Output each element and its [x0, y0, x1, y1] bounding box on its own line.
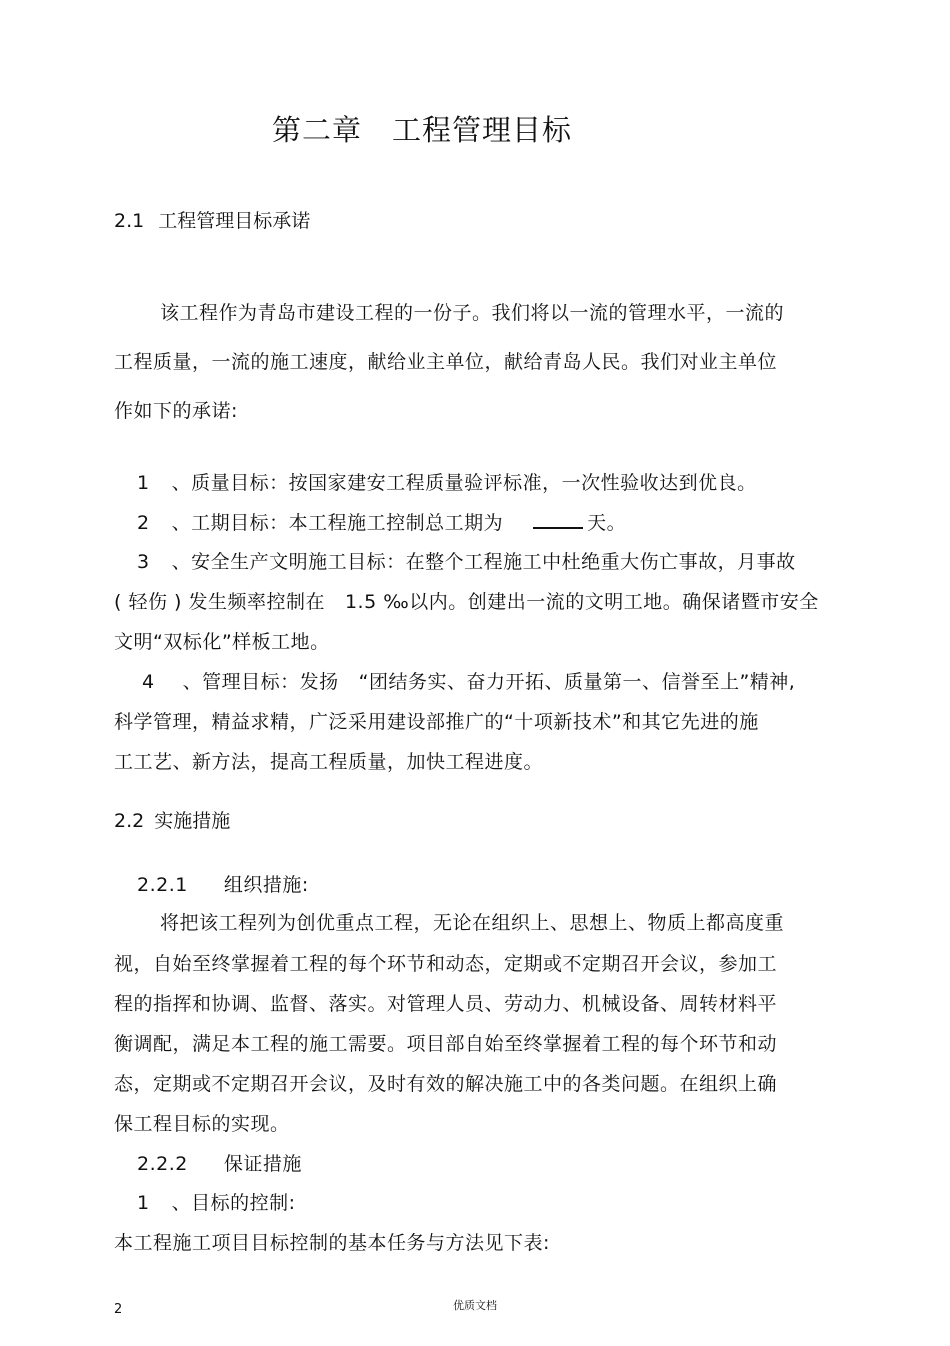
subsection-heading-2-2-2: 2.2.2 保证措施 — [137, 1153, 302, 1175]
guarantee-item-1: 1 、目标的控制: — [137, 1192, 296, 1214]
org-line: 将把该工程列为创优重点工程，无论在组织上、思想上、物质上都高度重 — [160, 912, 785, 934]
duration-blank — [533, 511, 583, 529]
chapter-name: 工程管理目标 — [392, 113, 573, 147]
goal-4: 4 、管理目标：发扬 “团结务实、奋力开拓、质量第一、信誉至上”精神, — [142, 671, 796, 693]
intro-line: 该工程作为青岛市建设工程的一份子。我们将以一流的管理水平，一流的 — [160, 302, 785, 324]
org-line: 衡调配，满足本工程的施工需要。项目部自始至终掌握着工程的每个环节和动 — [114, 1033, 778, 1055]
org-line: 保工程目标的实现。 — [114, 1113, 290, 1135]
org-line: 程的指挥和协调、监督、落实。对管理人员、劳动力、机械设备、周转材料平 — [114, 993, 778, 1015]
goal-4-line: 科学管理，精益求精，广泛采用建设部推广的“十项新技术”和其它先进的施 — [114, 711, 759, 733]
org-line: 视，自始至终掌握着工程的每个环节和动态，定期或不定期召开会议，参加工 — [114, 953, 778, 975]
page-number: 2 — [114, 1302, 123, 1317]
intro-line: 作如下的承诺: — [114, 400, 238, 422]
goal-1: 1 、质量目标：按国家建安工程质量验评标准，一次性验收达到优良。 — [137, 472, 757, 494]
goal-2: 2 、工期目标：本工程施工控制总工期为 天。 — [137, 512, 627, 534]
goal-4-line: 工工艺、新方法，提高工程质量，加快工程进度。 — [114, 751, 544, 773]
chapter-title — [272, 108, 572, 149]
section-heading-2-2: 2.2 实施措施 — [114, 810, 231, 832]
subsection-heading-2-2-1: 2.2.1 组织措施: — [137, 874, 309, 896]
table-intro: 本工程施工项目目标控制的基本任务与方法见下表: — [114, 1232, 550, 1254]
goal-3-line: 文明“双标化”样板工地。 — [114, 631, 330, 653]
section-heading-2-1: 2.1 工程管理目标承诺 — [114, 210, 311, 232]
goal-3: 3 、安全生产文明施工目标：在整个工程施工中杜绝重大伤亡事故，月事故 — [137, 551, 796, 573]
intro-line: 工程质量，一流的施工速度，献给业主单位，献给青岛人民。我们对业主单位 — [114, 351, 778, 373]
chapter-number: 第二章 — [272, 113, 363, 147]
goal-3-line: ( 轻伤 ) 发生频率控制在 1.5 ‰以内。创建出一流的文明工地。确保诸暨市安全 — [114, 591, 819, 613]
footer-label: 优质文档 — [453, 1299, 497, 1312]
org-line: 态，定期或不定期召开会议，及时有效的解决施工中的各类问题。在组织上确 — [114, 1073, 778, 1095]
